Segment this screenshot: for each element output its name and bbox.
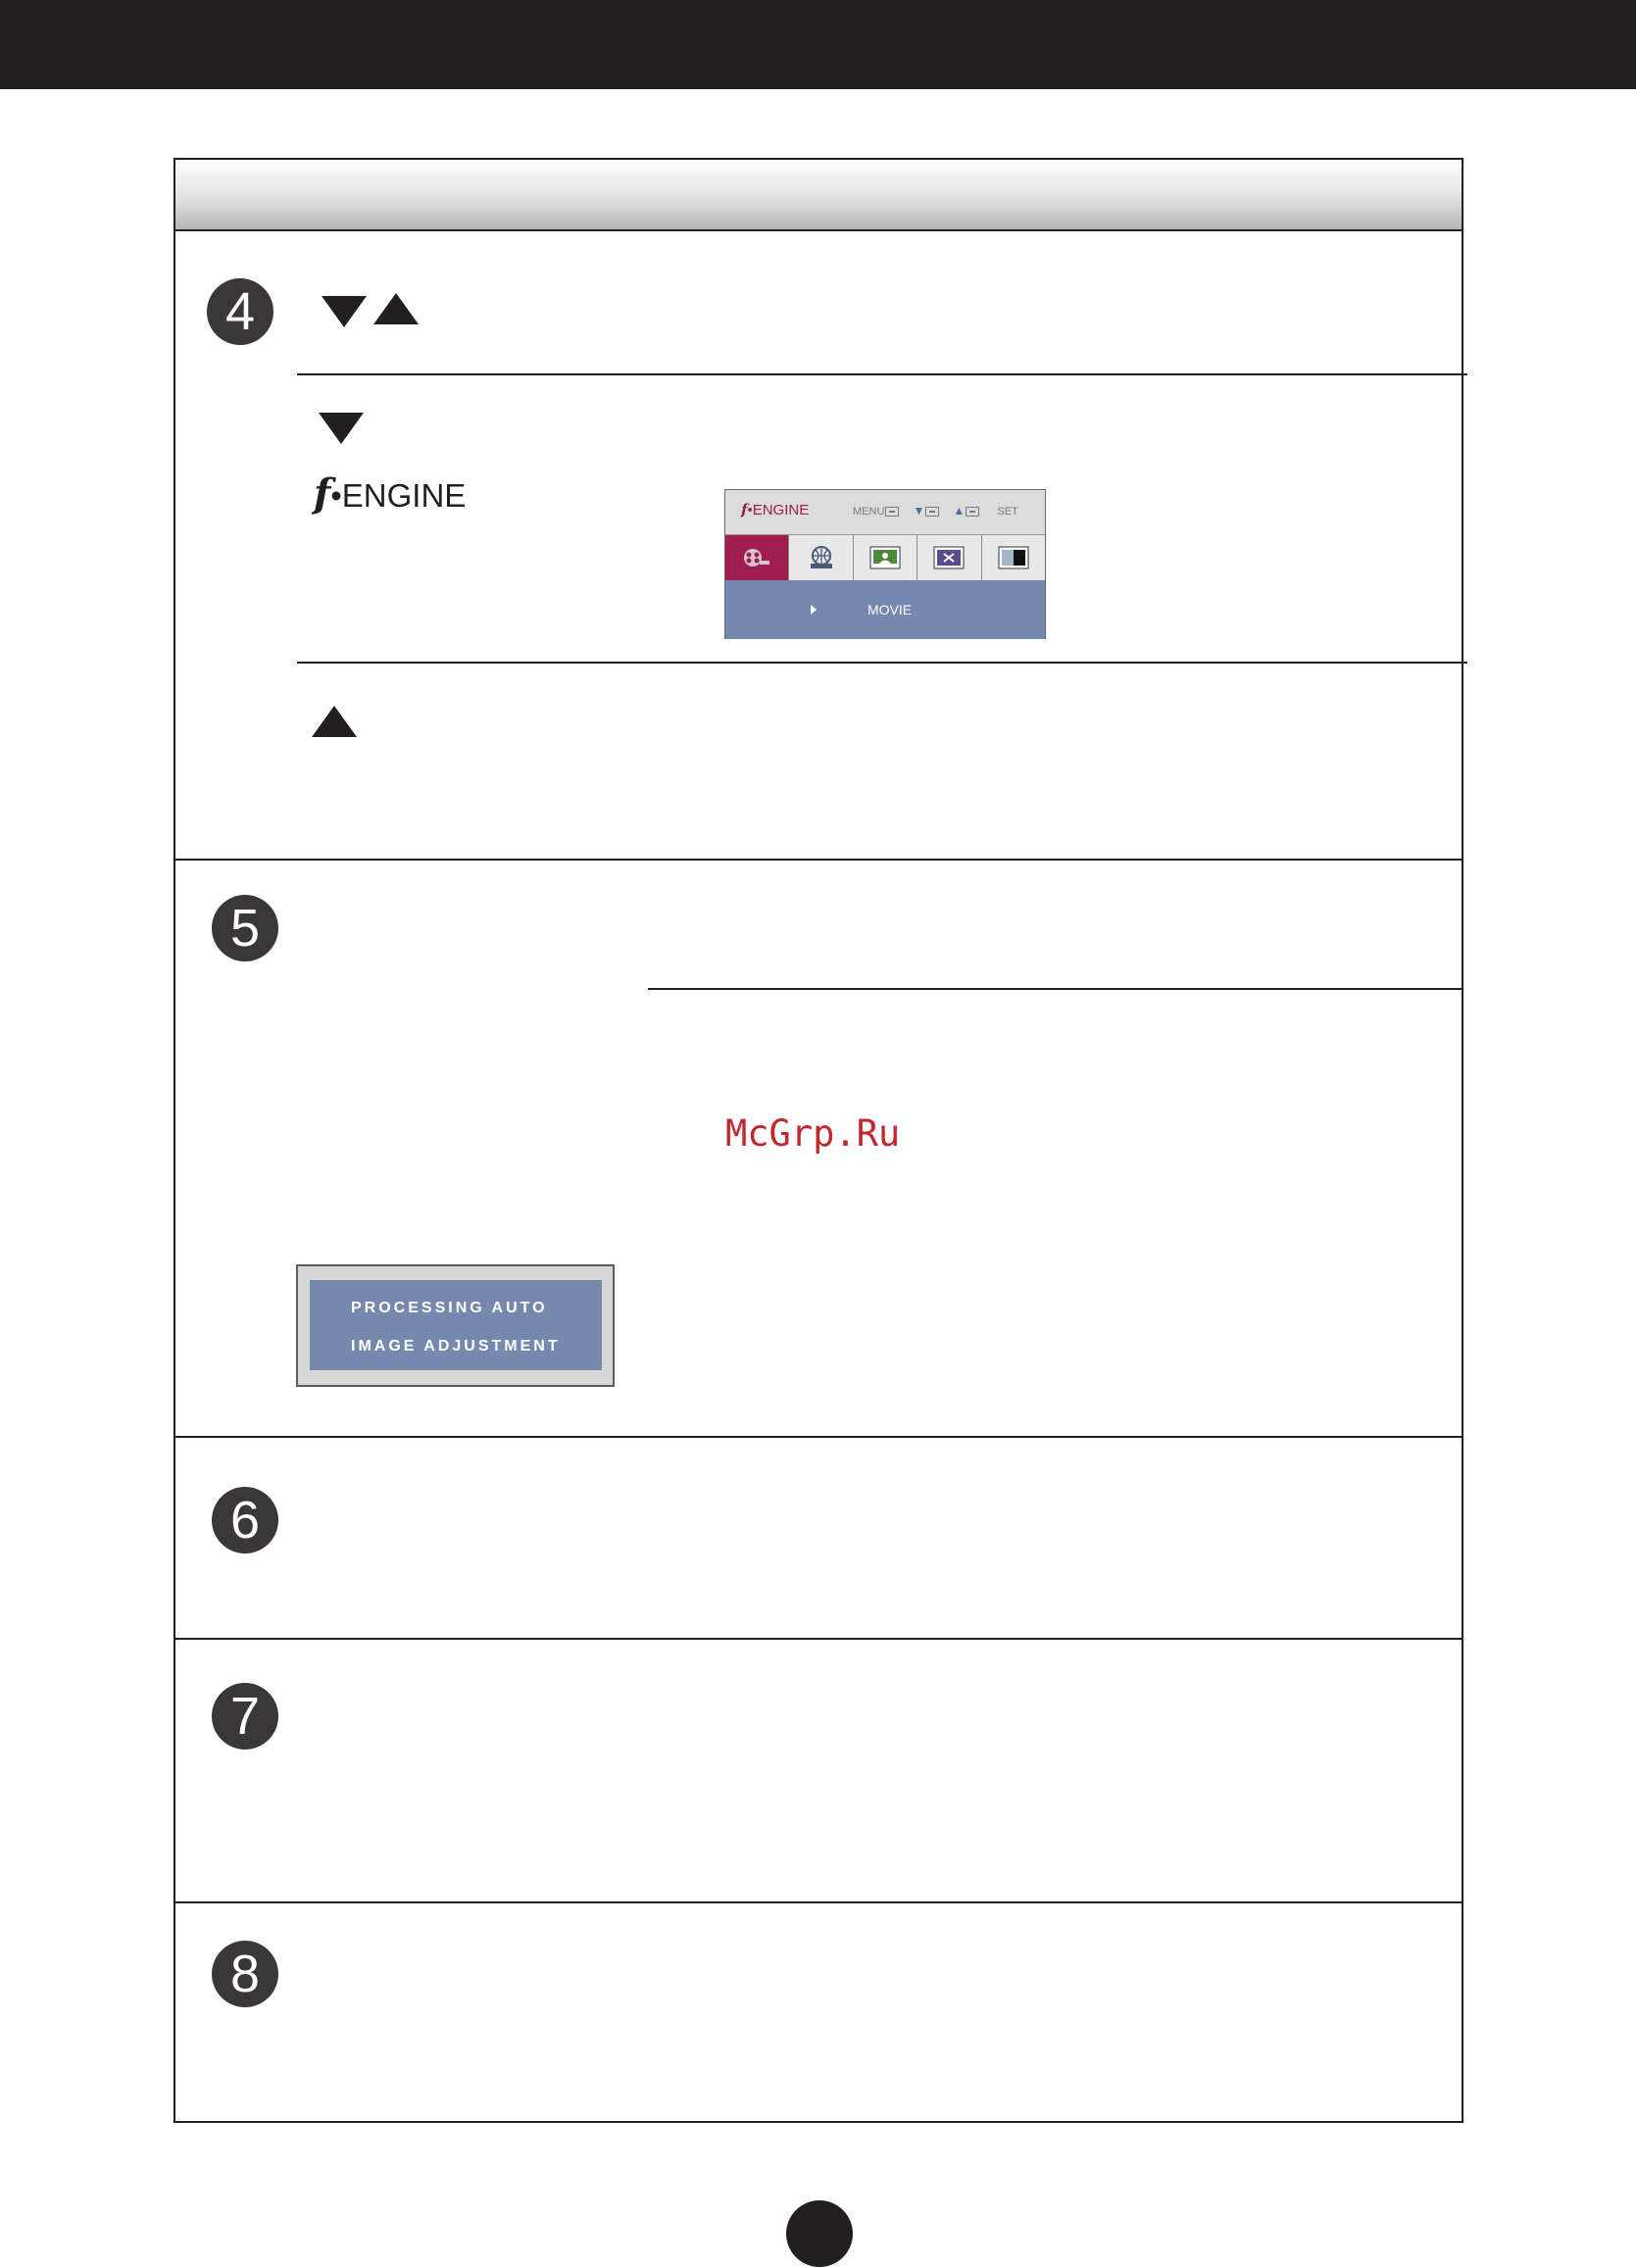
osd-tab-user[interactable] [854, 535, 917, 580]
osd-tab-internet[interactable] [789, 535, 853, 580]
page-top-bar [0, 0, 1636, 89]
step-6-badge: 6 [212, 1487, 278, 1553]
osd-selection-arrow-icon [811, 605, 817, 615]
osd-down-key-icon [925, 507, 939, 517]
step-4-badge: 4 [207, 278, 273, 345]
fengine-f-logo: f [314, 470, 331, 517]
osd-menu-label: MENU [853, 506, 885, 518]
section-divider [648, 988, 1463, 990]
osd-f-logo: f [741, 501, 748, 518]
osd-menu-key-icon [885, 507, 899, 517]
down-triangle-icon [319, 413, 364, 444]
row-divider [175, 1901, 1462, 1903]
fengine-label: •ENGINE [330, 477, 467, 514]
up-triangle-icon [312, 706, 357, 737]
step-5-badge: 5 [212, 895, 278, 961]
watermark: McGrp.Ru [725, 1112, 901, 1155]
page-number-marker [786, 2200, 853, 2267]
normal-icon [933, 546, 965, 569]
table-header [175, 160, 1462, 231]
osd-set-label: SET [997, 506, 1018, 518]
processing-line-2: IMAGE ADJUSTMENT [351, 1338, 561, 1355]
processing-message-panel [310, 1280, 602, 1370]
osd-down-arrow-icon: ▼ [913, 504, 925, 518]
row-divider [175, 1436, 1462, 1438]
section-divider [297, 662, 1467, 664]
row-divider [175, 1638, 1462, 1640]
osd-tab-normal[interactable] [917, 535, 981, 580]
osd-mode-tabs [725, 535, 1045, 580]
user-icon [869, 546, 901, 569]
demo-icon [998, 546, 1029, 569]
section-divider [297, 373, 1467, 375]
down-triangle-icon [322, 296, 367, 327]
fengine-heading [314, 470, 466, 517]
osd-controls-legend [853, 504, 1018, 518]
osd-header [725, 490, 1045, 535]
up-triangle-icon [373, 293, 419, 324]
osd-up-arrow-icon: ▲ [953, 504, 966, 518]
fengine-osd-menu [724, 489, 1046, 639]
osd-mode-bar [725, 580, 1045, 639]
row-divider [175, 859, 1462, 861]
osd-title [741, 501, 809, 518]
step-7-badge: 7 [212, 1683, 278, 1750]
processing-auto-adjustment-box [296, 1264, 615, 1387]
processing-line-1: PROCESSING AUTO [351, 1300, 548, 1316]
step-8-badge: 8 [212, 1941, 278, 2007]
osd-tab-demo[interactable] [982, 535, 1045, 580]
osd-selected-mode: MOVIE [868, 602, 913, 617]
movie-icon [742, 547, 771, 568]
osd-brand-label: •ENGINE [747, 502, 810, 518]
osd-tab-movie[interactable] [725, 535, 789, 580]
internet-icon [807, 545, 836, 570]
osd-up-key-icon [966, 507, 979, 517]
